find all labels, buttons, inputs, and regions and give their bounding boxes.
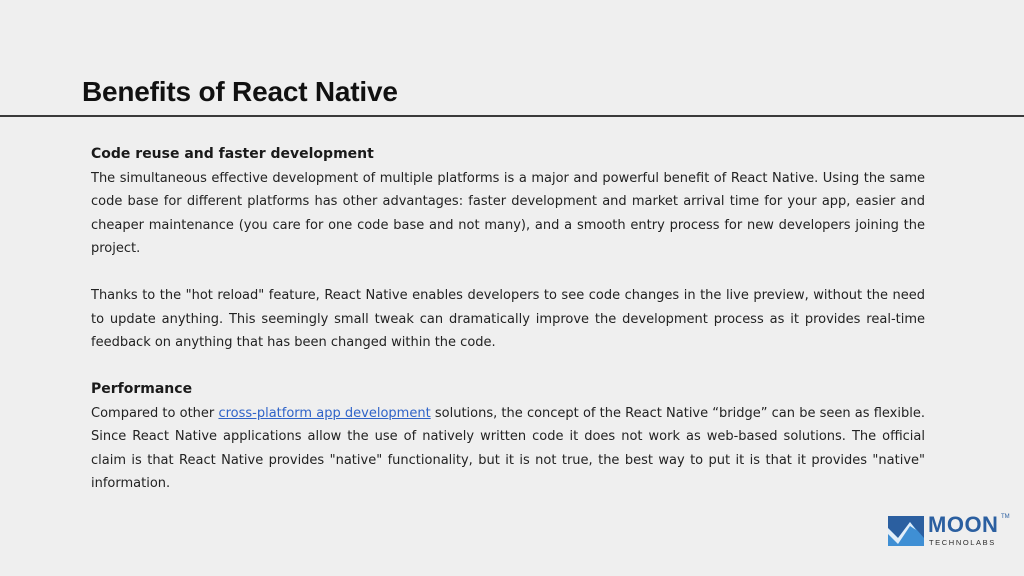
section-heading-code-reuse: Code reuse and faster development — [91, 146, 374, 162]
performance-text-start: Compared to other — [91, 405, 219, 421]
section-heading-performance: Performance — [91, 381, 193, 397]
paragraph-performance — [91, 402, 925, 496]
paragraph-code-reuse: The simultaneous effective development of multiple platforms is a major and powerful benefit of React Native. Using the same code base for different platforms has other advantages: faster development and market arrival time for your app, easier and cheaper maintenance (you care for one code base and not many), and a smooth entry process for new developers joining the project. — [91, 170, 925, 256]
paragraph-hot-reload: Thanks to the "hot reload" feature, React Native enables developers to see code changes in the live preview, without the need to update anything. This seemingly small tweak can dramatically improve the development process as it provides real-time feedback on anything that has been changed within the code. — [91, 288, 925, 350]
title-divider — [0, 115, 1024, 117]
slide-content — [91, 143, 925, 496]
logo-subtitle: TECHNOLABS — [929, 538, 996, 547]
moon-technolabs-logo-icon — [888, 516, 924, 546]
logo-wordmark: MOON — [928, 512, 999, 537]
slide-title: Benefits of React Native — [82, 76, 398, 107]
moon-technolabs-logo — [888, 514, 1010, 548]
performance-text-end: solutions, the concept of the React Native “bridge” can be seen as flexible. Since React Native applications allow the use of natively written code it does not work as web-based solutions. The official claim is that React Native provides "native" functionality, but it is not true, the best way to put it is that it provides "native" information. — [91, 405, 925, 491]
cross-platform-link[interactable]: cross-platform app development — [218, 405, 431, 421]
logo-trademark: TM — [1001, 514, 1010, 520]
paragraph-spacer — [91, 261, 925, 285]
paragraph-spacer — [91, 355, 925, 379]
